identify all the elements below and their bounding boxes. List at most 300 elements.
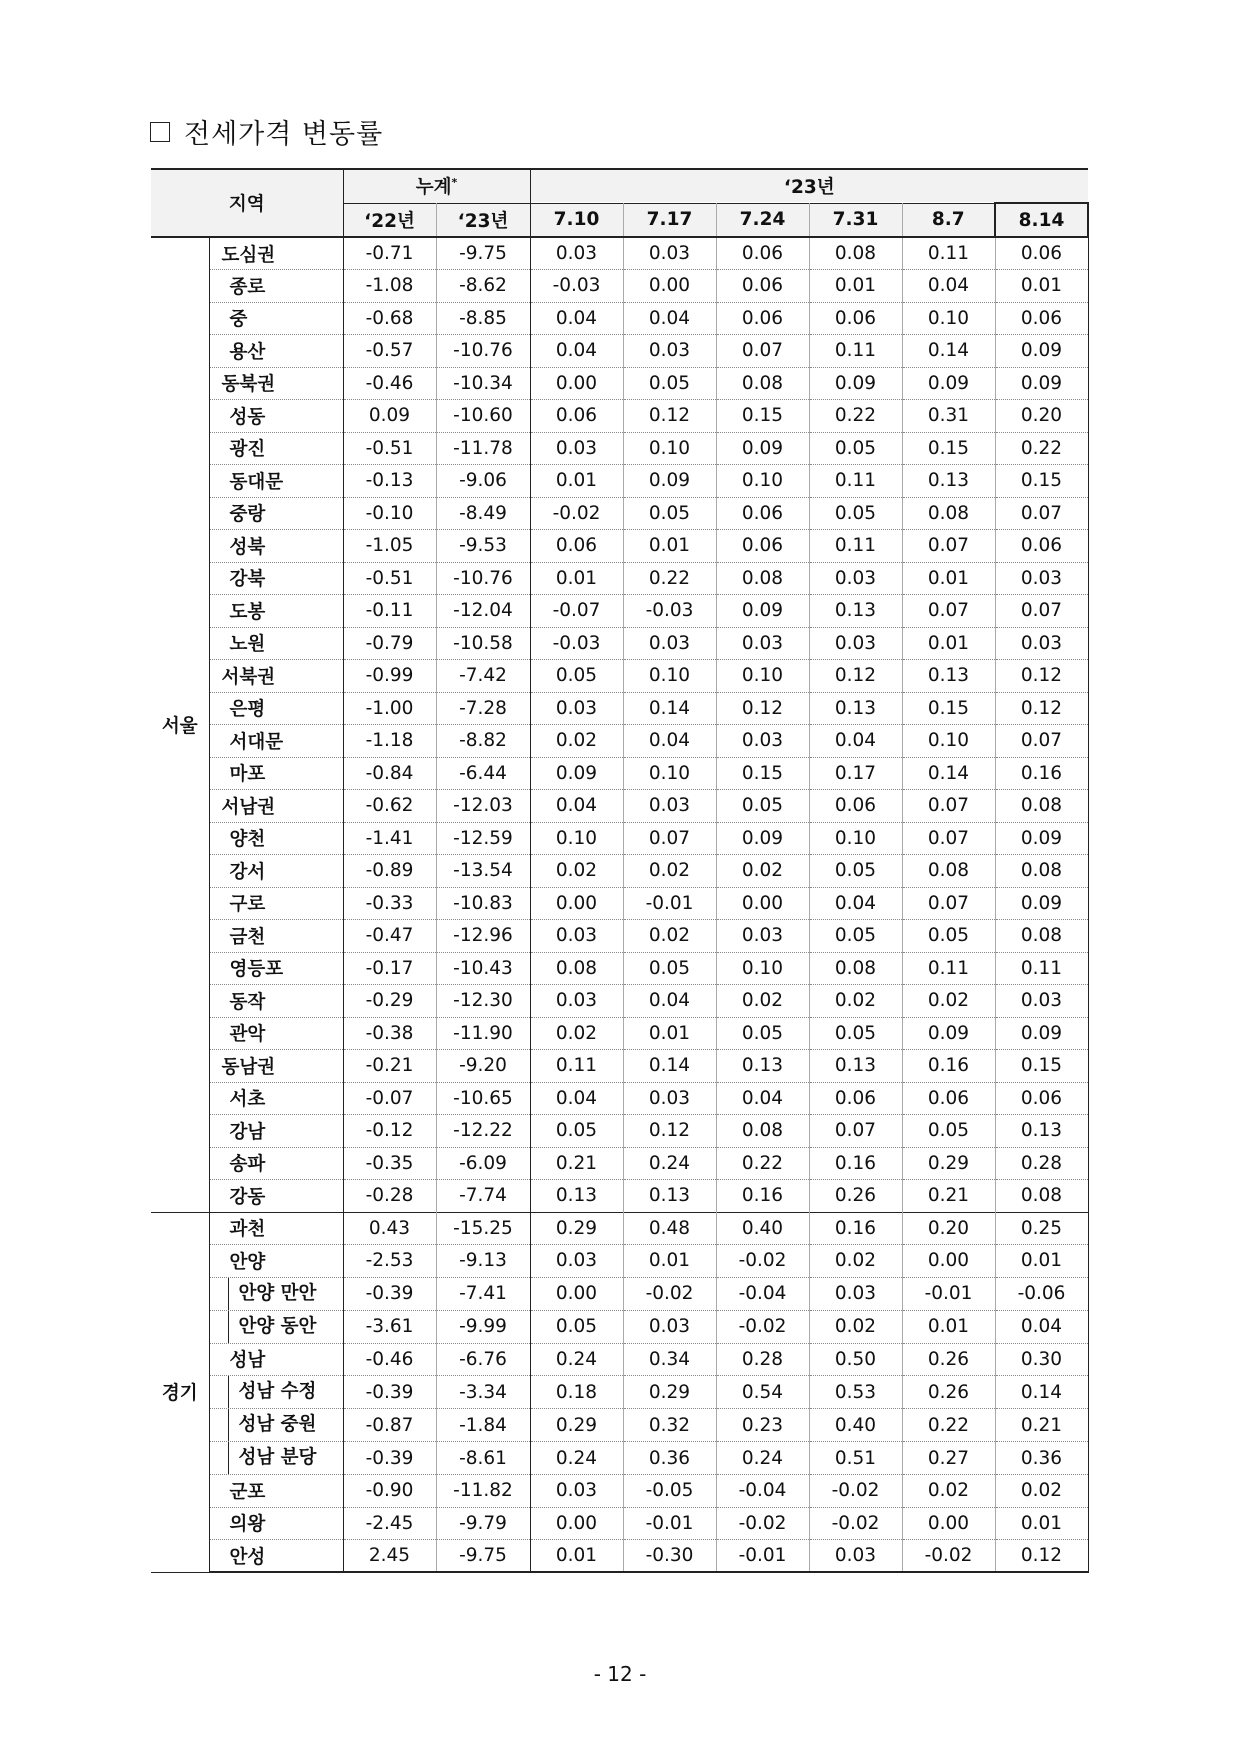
value-cell: 0.01 xyxy=(530,562,623,595)
value-cell: 0.01 xyxy=(530,1540,623,1573)
value-cell: 0.03 xyxy=(809,1540,902,1573)
value-cell: -0.10 xyxy=(343,497,436,530)
value-cell: -0.12 xyxy=(343,1115,436,1148)
value-cell: 0.40 xyxy=(716,1212,809,1245)
value-cell: 0.16 xyxy=(809,1212,902,1245)
value-cell: 0.13 xyxy=(716,1050,809,1083)
value-cell: -6.76 xyxy=(436,1343,530,1376)
value-cell: -0.90 xyxy=(343,1475,436,1508)
value-cell: -0.68 xyxy=(343,302,436,335)
value-cell: -0.51 xyxy=(343,562,436,595)
district-name: 동남권 xyxy=(209,1050,343,1083)
value-cell: 2.45 xyxy=(343,1540,436,1573)
header-region: 지역 xyxy=(151,169,343,237)
value-cell: 0.08 xyxy=(995,920,1088,953)
district-name: 서초 xyxy=(209,1082,343,1115)
value-cell: 0.36 xyxy=(623,1442,716,1475)
value-cell: 0.24 xyxy=(530,1343,623,1376)
value-cell: 0.16 xyxy=(902,1050,995,1083)
value-cell: -10.76 xyxy=(436,562,530,595)
jeonse-price-change-table xyxy=(151,168,1089,1573)
value-cell: 0.08 xyxy=(809,952,902,985)
value-cell: 0.03 xyxy=(716,920,809,953)
value-cell: -0.29 xyxy=(343,985,436,1018)
district-name: 서대문 xyxy=(209,725,343,758)
value-cell: 0.06 xyxy=(995,1082,1088,1115)
value-cell: 0.05 xyxy=(716,790,809,823)
value-cell: 0.03 xyxy=(623,335,716,368)
value-cell: 0.10 xyxy=(716,660,809,693)
value-cell: -0.21 xyxy=(343,1050,436,1083)
value-cell: 0.22 xyxy=(809,400,902,433)
value-cell: 0.07 xyxy=(995,725,1088,758)
value-cell: 0.14 xyxy=(623,1050,716,1083)
value-cell: -0.02 xyxy=(623,1277,716,1310)
value-cell: 0.13 xyxy=(809,595,902,628)
value-cell: -0.01 xyxy=(623,887,716,920)
value-cell: 0.08 xyxy=(716,562,809,595)
value-cell: 0.06 xyxy=(995,530,1088,563)
value-cell: -11.78 xyxy=(436,432,530,465)
value-cell: 0.03 xyxy=(530,985,623,1018)
value-cell: -0.71 xyxy=(343,237,436,270)
value-cell: -0.01 xyxy=(902,1277,995,1310)
value-cell: -9.99 xyxy=(436,1310,530,1343)
value-cell: 0.06 xyxy=(716,530,809,563)
value-cell: 0.11 xyxy=(809,530,902,563)
value-cell: 0.08 xyxy=(530,952,623,985)
header-col-4: 7.24 xyxy=(716,203,809,237)
header-col-3: 7.17 xyxy=(623,203,716,237)
value-cell: 0.02 xyxy=(530,725,623,758)
value-cell: 0.03 xyxy=(809,1277,902,1310)
value-cell: -0.03 xyxy=(530,627,623,660)
value-cell: -0.17 xyxy=(343,952,436,985)
value-cell: 0.09 xyxy=(530,757,623,790)
value-cell: -0.47 xyxy=(343,920,436,953)
value-cell: -10.65 xyxy=(436,1082,530,1115)
value-cell: 0.32 xyxy=(623,1409,716,1442)
table-row xyxy=(151,725,1088,758)
value-cell: 0.01 xyxy=(995,270,1088,303)
value-cell: 0.07 xyxy=(995,497,1088,530)
value-cell: 0.04 xyxy=(623,725,716,758)
value-cell: 0.00 xyxy=(623,270,716,303)
district-name: 동작 xyxy=(209,985,343,1018)
value-cell: 0.20 xyxy=(902,1212,995,1245)
value-cell: 0.10 xyxy=(623,660,716,693)
value-cell: 0.08 xyxy=(902,855,995,888)
value-cell: -0.02 xyxy=(716,1507,809,1540)
table-row xyxy=(151,692,1088,725)
table-row xyxy=(151,1082,1088,1115)
value-cell: 0.11 xyxy=(902,952,995,985)
value-cell: 0.10 xyxy=(530,822,623,855)
value-cell: -8.61 xyxy=(436,1442,530,1475)
value-cell: 0.05 xyxy=(530,1310,623,1343)
value-cell: 0.03 xyxy=(623,627,716,660)
value-cell: 0.05 xyxy=(623,952,716,985)
value-cell: 0.07 xyxy=(902,887,995,920)
value-cell: 0.07 xyxy=(902,790,995,823)
value-cell: 0.40 xyxy=(809,1409,902,1442)
value-cell: -1.05 xyxy=(343,530,436,563)
value-cell: 0.03 xyxy=(995,562,1088,595)
value-cell: 0.21 xyxy=(530,1147,623,1180)
table-row xyxy=(151,335,1088,368)
value-cell: 0.21 xyxy=(995,1409,1088,1442)
value-cell: 0.12 xyxy=(623,400,716,433)
value-cell: 0.01 xyxy=(623,1245,716,1278)
value-cell: 0.01 xyxy=(995,1245,1088,1278)
district-name: 성남 수정 xyxy=(209,1376,343,1409)
value-cell: 0.28 xyxy=(716,1343,809,1376)
value-cell: 0.03 xyxy=(809,627,902,660)
header-col-5: 7.31 xyxy=(809,203,902,237)
value-cell: 0.11 xyxy=(809,465,902,498)
value-cell: 0.22 xyxy=(623,562,716,595)
value-cell: 0.10 xyxy=(623,757,716,790)
value-cell: 0.01 xyxy=(530,465,623,498)
value-cell: 0.04 xyxy=(530,790,623,823)
value-cell: -0.01 xyxy=(716,1540,809,1573)
district-name: 강서 xyxy=(209,855,343,888)
table-row xyxy=(151,432,1088,465)
value-cell: 0.14 xyxy=(902,757,995,790)
value-cell: 0.09 xyxy=(902,1017,995,1050)
header-col-2: 7.10 xyxy=(530,203,623,237)
value-cell: -0.87 xyxy=(343,1409,436,1442)
value-cell: -0.03 xyxy=(530,270,623,303)
value-cell: 0.07 xyxy=(716,335,809,368)
value-cell: -0.02 xyxy=(716,1245,809,1278)
value-cell: 0.14 xyxy=(902,335,995,368)
table-row xyxy=(151,627,1088,660)
table-row xyxy=(151,920,1088,953)
value-cell: 0.08 xyxy=(716,367,809,400)
value-cell: -12.30 xyxy=(436,985,530,1018)
value-cell: -9.13 xyxy=(436,1245,530,1278)
value-cell: -2.53 xyxy=(343,1245,436,1278)
value-cell: 0.09 xyxy=(716,432,809,465)
value-cell: 0.01 xyxy=(902,627,995,660)
value-cell: -9.75 xyxy=(436,237,530,270)
value-cell: 0.36 xyxy=(995,1442,1088,1475)
value-cell: -9.06 xyxy=(436,465,530,498)
table-row xyxy=(151,822,1088,855)
value-cell: -0.07 xyxy=(343,1082,436,1115)
value-cell: 0.06 xyxy=(530,400,623,433)
value-cell: 0.51 xyxy=(809,1442,902,1475)
value-cell: -11.82 xyxy=(436,1475,530,1508)
value-cell: 0.13 xyxy=(809,692,902,725)
value-cell: 0.03 xyxy=(623,1310,716,1343)
value-cell: -0.84 xyxy=(343,757,436,790)
value-cell: 0.10 xyxy=(623,432,716,465)
value-cell: 0.22 xyxy=(902,1409,995,1442)
value-cell: 0.28 xyxy=(995,1147,1088,1180)
value-cell: -10.76 xyxy=(436,335,530,368)
table-row xyxy=(151,1017,1088,1050)
value-cell: -0.02 xyxy=(809,1507,902,1540)
value-cell: 0.01 xyxy=(995,1507,1088,1540)
value-cell: -12.96 xyxy=(436,920,530,953)
value-cell: 0.15 xyxy=(995,1050,1088,1083)
value-cell: 0.05 xyxy=(809,920,902,953)
district-name: 영등포 xyxy=(209,952,343,985)
value-cell: -10.60 xyxy=(436,400,530,433)
value-cell: 0.09 xyxy=(995,367,1088,400)
value-cell: 0.31 xyxy=(902,400,995,433)
value-cell: -0.28 xyxy=(343,1180,436,1213)
value-cell: 0.04 xyxy=(623,985,716,1018)
value-cell: 0.07 xyxy=(995,595,1088,628)
table-row xyxy=(151,757,1088,790)
table-row xyxy=(151,595,1088,628)
value-cell: 0.14 xyxy=(995,1376,1088,1409)
district-name: 과천 xyxy=(209,1212,343,1245)
district-name: 강북 xyxy=(209,562,343,595)
value-cell: -10.58 xyxy=(436,627,530,660)
value-cell: -12.03 xyxy=(436,790,530,823)
value-cell: -6.44 xyxy=(436,757,530,790)
value-cell: 0.06 xyxy=(809,302,902,335)
value-cell: -0.99 xyxy=(343,660,436,693)
value-cell: 0.00 xyxy=(530,367,623,400)
table-row xyxy=(151,302,1088,335)
value-cell: 0.04 xyxy=(716,1082,809,1115)
table-row xyxy=(151,1310,1088,1343)
value-cell: 0.05 xyxy=(530,660,623,693)
district-name: 동대문 xyxy=(209,465,343,498)
value-cell: -7.28 xyxy=(436,692,530,725)
table-row xyxy=(151,237,1088,270)
value-cell: -1.18 xyxy=(343,725,436,758)
value-cell: 0.48 xyxy=(623,1212,716,1245)
district-name: 강동 xyxy=(209,1180,343,1213)
value-cell: 0.00 xyxy=(530,1277,623,1310)
value-cell: -0.01 xyxy=(623,1507,716,1540)
table-row xyxy=(151,1277,1088,1310)
value-cell: 0.08 xyxy=(995,855,1088,888)
value-cell: 0.13 xyxy=(902,465,995,498)
value-cell: 0.22 xyxy=(716,1147,809,1180)
value-cell: 0.06 xyxy=(902,1082,995,1115)
value-cell: -0.79 xyxy=(343,627,436,660)
value-cell: -1.00 xyxy=(343,692,436,725)
value-cell: 0.26 xyxy=(809,1180,902,1213)
district-name: 성북 xyxy=(209,530,343,563)
table-row xyxy=(151,1147,1088,1180)
value-cell: -13.54 xyxy=(436,855,530,888)
table-row xyxy=(151,1050,1088,1083)
value-cell: 0.06 xyxy=(530,530,623,563)
table-row xyxy=(151,367,1088,400)
value-cell: -3.34 xyxy=(436,1376,530,1409)
value-cell: 0.18 xyxy=(530,1376,623,1409)
value-cell: -0.30 xyxy=(623,1540,716,1573)
district-name: 금천 xyxy=(209,920,343,953)
value-cell: 0.07 xyxy=(623,822,716,855)
value-cell: 0.04 xyxy=(809,725,902,758)
value-cell: 0.09 xyxy=(716,595,809,628)
value-cell: -12.04 xyxy=(436,595,530,628)
district-name: 의왕 xyxy=(209,1507,343,1540)
value-cell: 0.26 xyxy=(902,1376,995,1409)
value-cell: 0.03 xyxy=(530,237,623,270)
table-row xyxy=(151,400,1088,433)
table-row xyxy=(151,887,1088,920)
value-cell: 0.30 xyxy=(995,1343,1088,1376)
value-cell: 0.15 xyxy=(716,400,809,433)
value-cell: -12.22 xyxy=(436,1115,530,1148)
table-row xyxy=(151,1540,1088,1573)
value-cell: -0.89 xyxy=(343,855,436,888)
district-name: 안양 xyxy=(209,1245,343,1278)
region-label: 경기 xyxy=(151,1212,209,1572)
value-cell: 0.09 xyxy=(809,367,902,400)
value-cell: 0.12 xyxy=(995,692,1088,725)
value-cell: 0.10 xyxy=(716,465,809,498)
value-cell: -1.08 xyxy=(343,270,436,303)
value-cell: -12.59 xyxy=(436,822,530,855)
district-name: 도심권 xyxy=(209,237,343,270)
value-cell: 0.26 xyxy=(902,1343,995,1376)
value-cell: 0.10 xyxy=(902,725,995,758)
value-cell: 0.05 xyxy=(623,497,716,530)
value-cell: -8.85 xyxy=(436,302,530,335)
value-cell: 0.01 xyxy=(623,530,716,563)
value-cell: 0.10 xyxy=(809,822,902,855)
table-row xyxy=(151,1507,1088,1540)
value-cell: 0.09 xyxy=(995,822,1088,855)
value-cell: 0.24 xyxy=(530,1442,623,1475)
value-cell: 0.02 xyxy=(902,1475,995,1508)
district-name: 안양 만안 xyxy=(209,1277,343,1310)
value-cell: 0.08 xyxy=(716,1115,809,1148)
district-name: 동북권 xyxy=(209,367,343,400)
value-cell: -3.61 xyxy=(343,1310,436,1343)
value-cell: 0.24 xyxy=(623,1147,716,1180)
value-cell: 0.04 xyxy=(623,302,716,335)
value-cell: 0.02 xyxy=(809,1310,902,1343)
value-cell: 0.06 xyxy=(716,237,809,270)
value-cell: -15.25 xyxy=(436,1212,530,1245)
value-cell: -0.04 xyxy=(716,1277,809,1310)
value-cell: -10.34 xyxy=(436,367,530,400)
value-cell: 0.12 xyxy=(995,660,1088,693)
district-name: 서남권 xyxy=(209,790,343,823)
table-row xyxy=(151,1409,1088,1442)
table-row xyxy=(151,952,1088,985)
value-cell: 0.22 xyxy=(995,432,1088,465)
value-cell: 0.16 xyxy=(995,757,1088,790)
value-cell: 0.05 xyxy=(809,432,902,465)
value-cell: -0.51 xyxy=(343,432,436,465)
value-cell: 0.02 xyxy=(623,920,716,953)
value-cell: 0.11 xyxy=(530,1050,623,1083)
value-cell: 0.27 xyxy=(902,1442,995,1475)
value-cell: 0.05 xyxy=(716,1017,809,1050)
district-name: 성남 중원 xyxy=(209,1409,343,1442)
value-cell: 0.03 xyxy=(716,627,809,660)
value-cell: -7.42 xyxy=(436,660,530,693)
value-cell: 0.09 xyxy=(623,465,716,498)
district-name: 양천 xyxy=(209,822,343,855)
value-cell: 0.08 xyxy=(902,497,995,530)
header-col-6: 8.7 xyxy=(902,203,995,237)
table-row xyxy=(151,530,1088,563)
value-cell: 0.01 xyxy=(902,562,995,595)
value-cell: 0.03 xyxy=(530,1245,623,1278)
table-row xyxy=(151,985,1088,1018)
district-name: 성동 xyxy=(209,400,343,433)
value-cell: 0.00 xyxy=(530,887,623,920)
district-name: 성남 분당 xyxy=(209,1442,343,1475)
value-cell: 0.05 xyxy=(809,497,902,530)
district-name: 광진 xyxy=(209,432,343,465)
value-cell: 0.00 xyxy=(902,1507,995,1540)
value-cell: 0.29 xyxy=(623,1376,716,1409)
value-cell: -10.83 xyxy=(436,887,530,920)
value-cell: 0.02 xyxy=(530,855,623,888)
table-row xyxy=(151,1212,1088,1245)
header-cumulative: 누계* xyxy=(343,169,530,203)
value-cell: 0.07 xyxy=(902,822,995,855)
table-row xyxy=(151,660,1088,693)
district-name: 성남 xyxy=(209,1343,343,1376)
value-cell: -11.90 xyxy=(436,1017,530,1050)
value-cell: -0.07 xyxy=(530,595,623,628)
district-name: 노원 xyxy=(209,627,343,660)
value-cell: 0.09 xyxy=(343,400,436,433)
value-cell: -0.57 xyxy=(343,335,436,368)
value-cell: -2.45 xyxy=(343,1507,436,1540)
table-row xyxy=(151,1442,1088,1475)
value-cell: 0.07 xyxy=(809,1115,902,1148)
value-cell: 0.21 xyxy=(902,1180,995,1213)
value-cell: 0.12 xyxy=(716,692,809,725)
value-cell: 0.04 xyxy=(995,1310,1088,1343)
value-cell: 0.03 xyxy=(530,692,623,725)
value-cell: -9.79 xyxy=(436,1507,530,1540)
checkbox-square-icon xyxy=(150,122,170,142)
value-cell: -0.06 xyxy=(995,1277,1088,1310)
value-cell: -0.46 xyxy=(343,1343,436,1376)
value-cell: 0.00 xyxy=(530,1507,623,1540)
value-cell: 0.20 xyxy=(995,400,1088,433)
value-cell: 0.12 xyxy=(623,1115,716,1148)
value-cell: -0.33 xyxy=(343,887,436,920)
value-cell: -0.02 xyxy=(530,497,623,530)
value-cell: 0.50 xyxy=(809,1343,902,1376)
value-cell: 0.06 xyxy=(809,1082,902,1115)
value-cell: 0.05 xyxy=(530,1115,623,1148)
value-cell: 0.01 xyxy=(902,1310,995,1343)
value-cell: -0.46 xyxy=(343,367,436,400)
value-cell: 0.06 xyxy=(995,302,1088,335)
table-row xyxy=(151,465,1088,498)
value-cell: 0.29 xyxy=(530,1409,623,1442)
district-name: 송파 xyxy=(209,1147,343,1180)
value-cell: 0.16 xyxy=(716,1180,809,1213)
value-cell: -1.84 xyxy=(436,1409,530,1442)
value-cell: 0.12 xyxy=(995,1540,1088,1573)
district-name: 강남 xyxy=(209,1115,343,1148)
value-cell: -0.39 xyxy=(343,1442,436,1475)
value-cell: -9.53 xyxy=(436,530,530,563)
district-name: 마포 xyxy=(209,757,343,790)
